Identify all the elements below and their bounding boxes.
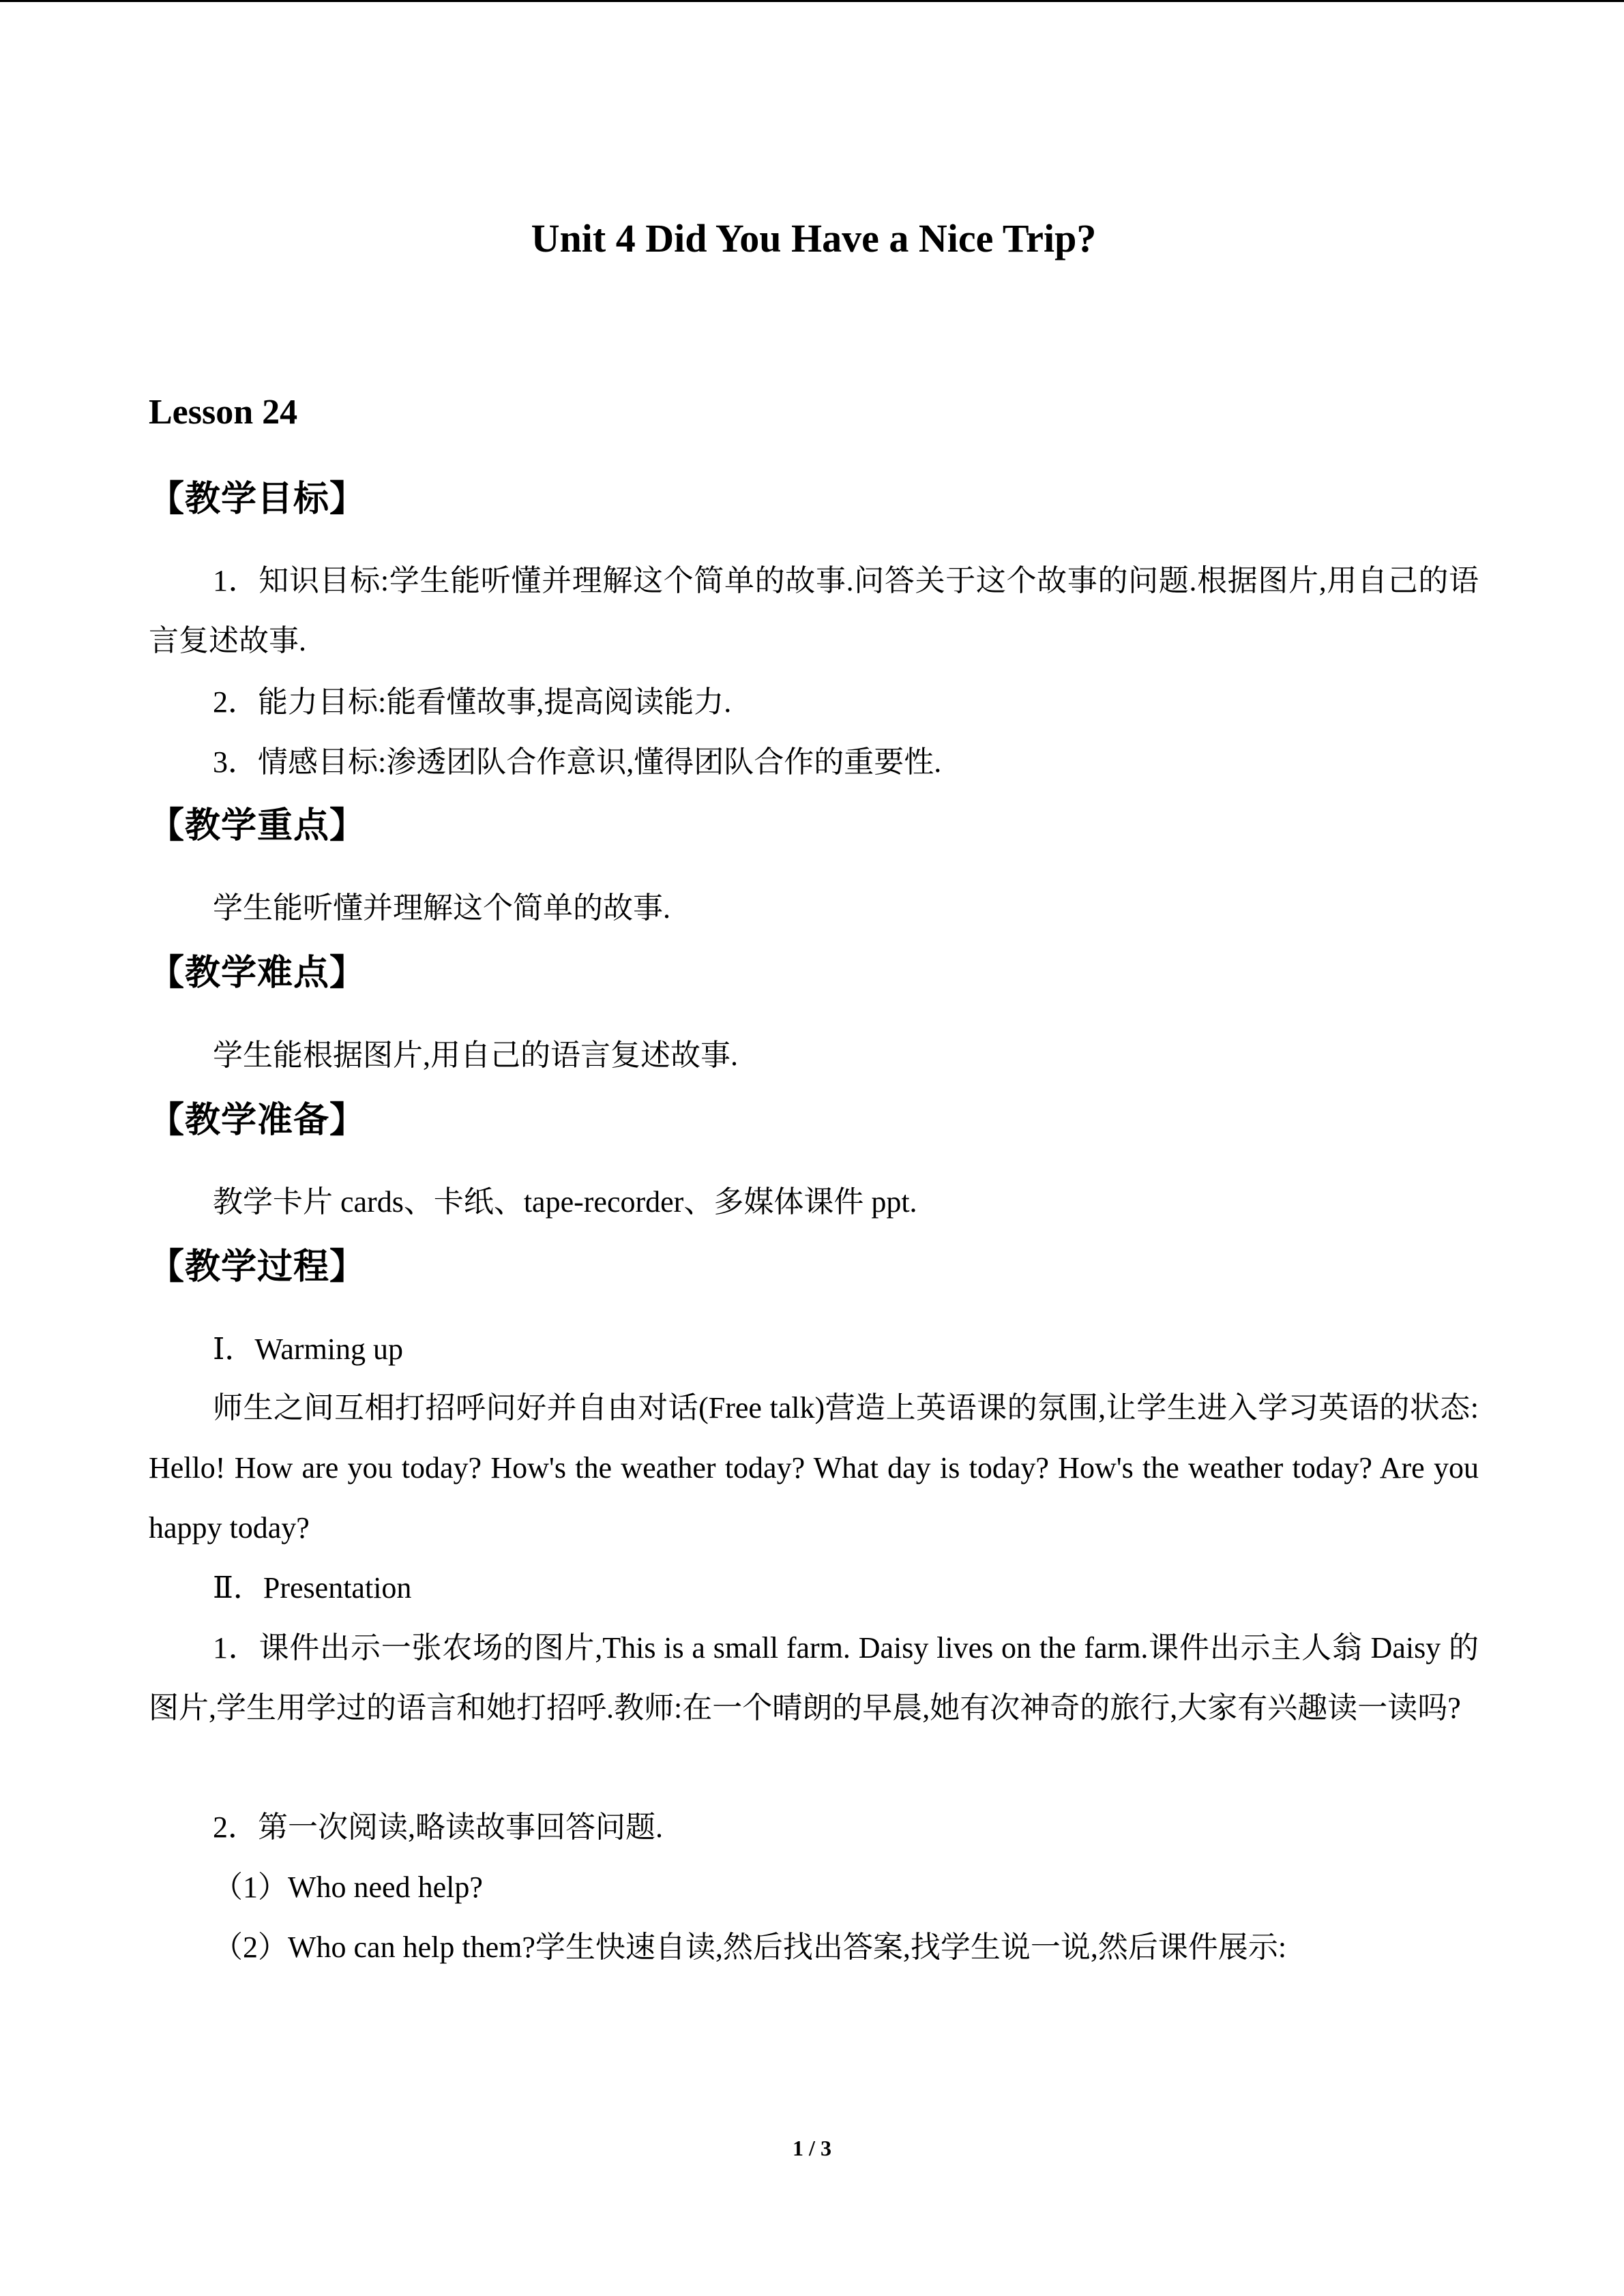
objective-item-1: 1．知识目标:学生能听懂并理解这个简单的故事.问答关于这个故事的问题.根据图片,用自己的语言复述故事. [149, 564, 1479, 657]
difficulties-heading: 【教学难点】 [149, 953, 366, 994]
presentation-item-1: 1．课件出示一张农场的图片,This is a small farm. Daisy lives on the farm.课件出示主人翁 Daisy 的图片,学生用学过的语言和她打招呼.教师:在一个晴朗的早晨,她有次神奇的旅行,大家有兴趣读一读吗? [149, 1631, 1479, 1725]
presentation-item-2: 2．第一次阅读,略读故事回答问题. [213, 1810, 663, 1844]
objectives-heading: 【教学目标】 [149, 479, 366, 520]
document-title: Unit 4 Did You Have a Nice Trip? [531, 216, 1097, 260]
lesson-heading: Lesson 24 [149, 393, 298, 432]
presentation-label: Ⅱ．Presentation [213, 1571, 412, 1605]
question-1: （1）Who need help? [213, 1870, 483, 1904]
preparation-heading: 【教学准备】 [149, 1100, 366, 1141]
question-2: （2）Who can help them?学生快速自读,然后找出答案,找学生说一说,然后课件展示: [213, 1930, 1287, 1964]
page-number: 1 / 3 [793, 2136, 831, 2160]
warming-up-label: Ⅰ．Warming up [213, 1332, 404, 1366]
preparation-text: 教学卡片 cards、卡纸、tape-recorder、多媒体课件 ppt. [213, 1185, 917, 1219]
objective-item-3: 3．情感目标:渗透团队合作意识,懂得团队合作的重要性. [213, 745, 942, 779]
process-heading: 【教学过程】 [149, 1247, 366, 1287]
objective-item-2: 2．能力目标:能看懂故事,提高阅读能力. [213, 685, 732, 719]
warming-up-text: 师生之间互相打招呼问好并自由对话(Free talk)营造上英语课的氛围,让学生进入学习英语的状态: Hello! How are you today? How's the weather today? What day is today? How's the weather today? Are you happy today? [149, 1391, 1479, 1545]
top-border-rule [0, 0, 1624, 2]
key-points-text: 学生能听懂并理解这个简单的故事. [213, 891, 670, 925]
difficulties-text: 学生能根据图片,用自己的语言复述故事. [213, 1039, 738, 1072]
key-points-heading: 【教学重点】 [149, 805, 366, 846]
